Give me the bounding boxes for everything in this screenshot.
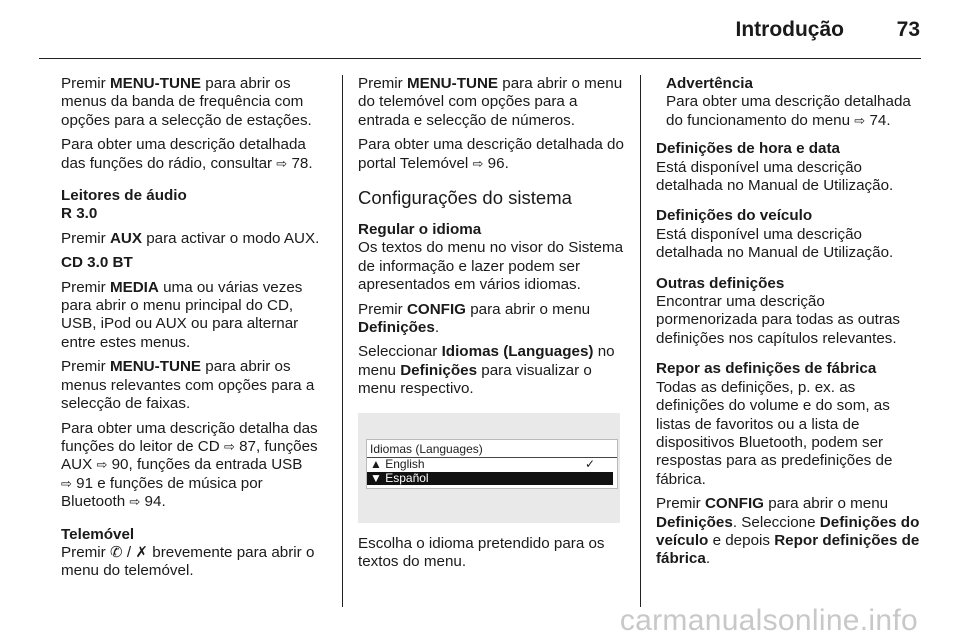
page-number: 73: [896, 18, 920, 41]
paragraph: Para obter uma descrição detalha das funções do leitor de CD ⇨ 87, funções AUX ⇨ 90, funções da entrada USB ⇨ 91 e funções de música por Bluetooth ⇨ 94.: [61, 419, 318, 511]
phone-icon: ✆: [109, 543, 123, 561]
language-option-english: ▲ English ✓: [370, 456, 595, 471]
section-heading: Definições do veículo: [656, 207, 813, 225]
paragraph: Escolha o idioma pretendido para os textos do menu.: [358, 534, 605, 571]
up-arrow-icon: ▲: [370, 456, 382, 471]
ref-arrow-icon: ⇨: [854, 112, 866, 128]
paragraph: Todas as definições, p. ex. as definições do volume e do som, as listas de favoritos ou a lista de dispositivos Bluetooth, podem ser respostas para as predefinições de fábrica.: [656, 378, 893, 488]
language-option-espanol: ▼ Español: [367, 472, 613, 485]
mute-icon: ✗: [135, 543, 149, 561]
paragraph: Premir CONFIG para abrir o menu Definições.: [358, 300, 591, 337]
watermark: carmanualsonline.info: [619, 604, 918, 637]
ref-arrow-icon: ⇨: [61, 475, 72, 491]
column-divider: [640, 75, 641, 607]
page-ref-link[interactable]: 87,: [239, 437, 261, 455]
ref-arrow-icon: ⇨: [276, 155, 288, 171]
paragraph: Seleccionar Idiomas (Languages) no menu Definições para visualizar o menu respectivo.: [358, 343, 615, 398]
paragraph: Premir ✆ / ✗ brevemente para abrir o menu do telemóvel.: [61, 543, 315, 580]
paragraph: Para obter uma descrição detalhada do funcionamento do menu ⇨ 74.: [666, 93, 911, 129]
note-heading: Advertência: [666, 75, 753, 92]
note-box: [656, 75, 926, 130]
column-middle: [358, 75, 626, 578]
section-heading: Repor as definições de fábrica: [656, 360, 877, 378]
page-ref-link[interactable]: 91: [76, 474, 94, 492]
column-right: [656, 75, 926, 575]
paragraph: Para obter uma descrição detalhada do portal Telemóvel ⇨ 96.: [358, 136, 624, 172]
subsection-heading: CD 3.0 BT: [61, 254, 133, 272]
paragraph: Está disponível uma descrição detalhada no Manual de Utilização.: [656, 158, 894, 195]
page-ref-link[interactable]: 94.: [144, 493, 166, 511]
page-ref-link[interactable]: 78.: [291, 154, 313, 172]
display-screen: [366, 439, 618, 489]
page-ref-link[interactable]: 90,: [111, 456, 133, 474]
ref-arrow-icon: ⇨: [129, 494, 141, 510]
subsection-heading: Regular o idioma: [358, 221, 482, 239]
ref-arrow-icon: ⇨: [96, 457, 108, 473]
section-heading: Telemóvel: [61, 525, 135, 543]
paragraph: Premir AUX para activar o modo AUX.: [61, 229, 320, 247]
page-ref-link[interactable]: 74.: [869, 111, 891, 129]
down-arrow-icon: ▼: [370, 470, 382, 485]
section-heading: Definições de hora e data: [656, 140, 840, 158]
screen-title: Idiomas (Languages): [367, 440, 617, 458]
page-ref-link[interactable]: 96.: [487, 154, 509, 172]
display-illustration: [358, 413, 620, 523]
header-rule: [39, 58, 921, 59]
paragraph: Para obter uma descrição detalhada das funções do rádio, consultar ⇨ 78.: [61, 136, 313, 172]
section-heading: Outras definições: [656, 274, 785, 292]
paragraph: Premir MEDIA uma ou várias vezes para abrir o menu principal do CD, USB, iPod ou AUX ou para alternar entre estes menus.: [61, 278, 303, 351]
section-heading: Leitores de áudio: [61, 187, 187, 205]
section-title: Configurações do sistema: [358, 187, 572, 209]
ref-arrow-icon: ⇨: [472, 155, 484, 171]
paragraph: Os textos do menu no visor do Sistema de informação e lazer podem ser apresentados em vários idiomas.: [358, 239, 624, 294]
paragraph: Premir CONFIG para abrir o menu Definições. Seleccione Definições do veículo e depois Repor definições de fábrica.: [656, 495, 920, 568]
paragraph: Encontrar uma descrição pormenorizada para todas as outras definições nos capítulos relevantes.: [656, 293, 900, 347]
subsection-heading: R 3.0: [61, 205, 98, 223]
column-left: [61, 75, 328, 587]
paragraph: Premir MENU-TUNE para abrir o menu do telemóvel com opções para a entrada e selecção de números.: [358, 75, 623, 129]
paragraph: Premir MENU-TUNE para abrir os menus da banda de frequência com opções para a selecção de estações.: [61, 75, 312, 129]
column-divider: [342, 75, 343, 607]
footer: [0, 600, 960, 642]
page-header: [0, 16, 960, 56]
checkmark-icon: ✓: [584, 456, 595, 471]
paragraph: Está disponível uma descrição detalhada no Manual de Utilização.: [656, 225, 894, 262]
paragraph: Premir MENU-TUNE para abrir os menus relevantes com opções para a selecção de faixas.: [61, 358, 315, 413]
ref-arrow-icon: ⇨: [223, 438, 235, 454]
page-title: Introdução: [735, 18, 844, 41]
